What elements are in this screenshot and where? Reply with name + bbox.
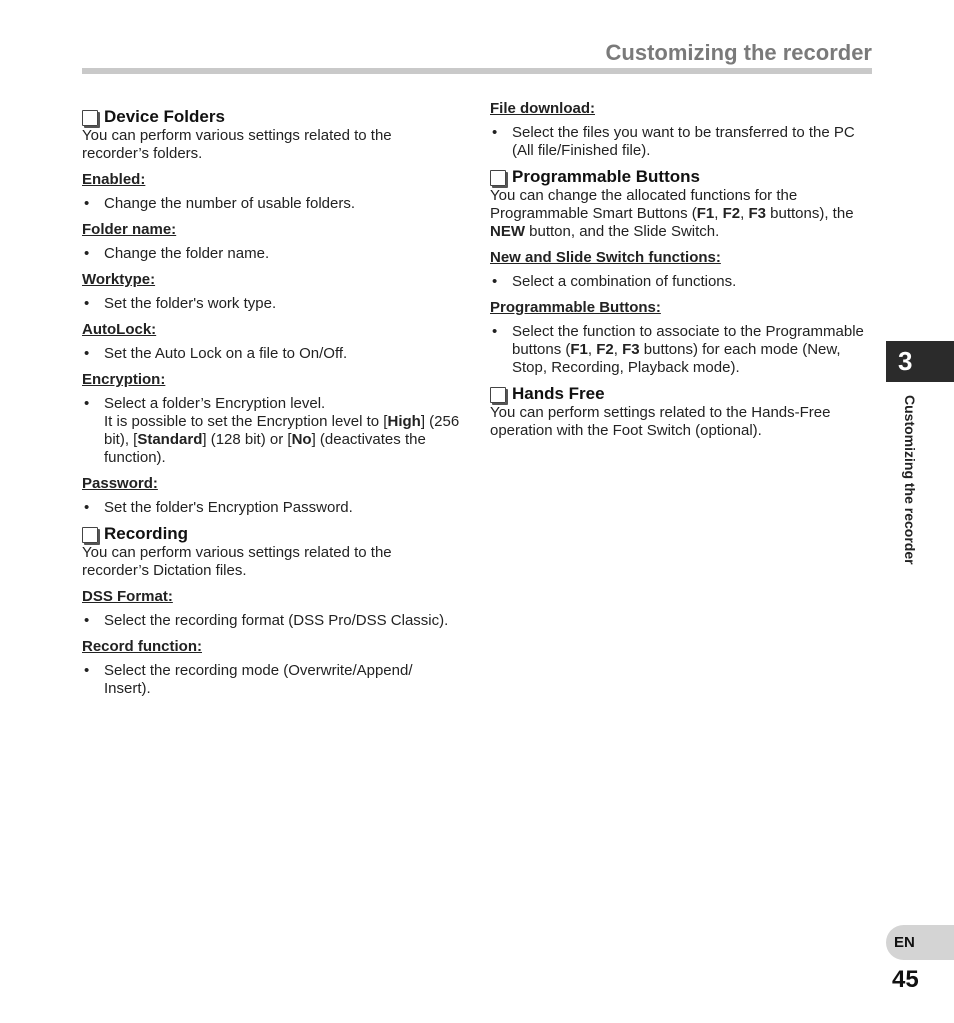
language-tab: EN: [886, 925, 954, 960]
hands-free-heading: [490, 385, 872, 403]
desc-text: button, and the Slide Switch.: [525, 223, 720, 240]
list-item: [490, 273, 872, 291]
list-item-text: Change the number of usable folders.: [104, 195, 355, 212]
page-number: 45: [892, 966, 919, 993]
list-item-text: [512, 323, 872, 377]
desc-text: ,: [714, 205, 723, 222]
section-square-icon: [82, 110, 98, 126]
list-item-text: Select the files you want to be transferred to the PC (All file/Finished file).: [512, 124, 855, 159]
header-divider: [82, 68, 872, 74]
encryption-text: It is possible to set the Encryption level to [: [104, 413, 388, 430]
section-title: Device Folders: [104, 107, 225, 126]
f3-label: F3: [622, 341, 640, 358]
list-item: [82, 245, 462, 263]
list-item: [82, 345, 462, 363]
list-item: [490, 124, 872, 160]
f1-label: F1: [570, 341, 588, 358]
item-label-folder-name: Folder name:: [82, 221, 177, 238]
bullet-text: buttons) for each mode (New, Stop, Recording, Playback mode).: [512, 341, 841, 376]
bullet-icon: •: [84, 612, 90, 629]
list-item: [82, 195, 462, 213]
item-label-password: Password:: [82, 475, 158, 492]
bullet-icon: •: [492, 124, 498, 141]
hands-free-section: [490, 385, 872, 440]
bullet-text: ,: [613, 341, 623, 358]
programmable-buttons-section: [490, 168, 872, 377]
bullet-icon: •: [492, 273, 498, 290]
new-label: NEW: [490, 223, 525, 240]
item-label-new-slide: New and Slide Switch functions:: [490, 249, 721, 266]
recording-section: [82, 525, 462, 698]
list-item: [82, 499, 462, 517]
item-label-encryption: Encryption:: [82, 371, 166, 388]
list-item-text: Change the folder name.: [104, 245, 270, 262]
list-item-text: Set the folder's Encryption Password.: [104, 499, 353, 516]
item-label-worktype: Worktype:: [82, 271, 156, 288]
device-folders-heading: [82, 108, 462, 126]
list-item-text: Select a combination of functions.: [512, 273, 737, 290]
bullet-icon: •: [84, 295, 90, 312]
item-label-autolock: AutoLock:: [82, 321, 157, 338]
section-title: Recording: [104, 524, 189, 543]
list-item-text: [104, 395, 462, 467]
encryption-no: No: [291, 431, 312, 448]
list-item-text: Select the recording format (DSS Pro/DSS Classic).: [104, 612, 449, 629]
f3-label: F3: [748, 205, 766, 222]
desc-text: You can change the allocated functions for the Programmable Smart Buttons (: [490, 187, 798, 222]
section-square-icon: [490, 387, 506, 403]
encryption-high: High: [387, 413, 421, 430]
device-folders-section: [82, 108, 462, 517]
item-label-enabled: Enabled:: [82, 171, 146, 188]
recording-heading: [82, 525, 462, 543]
list-item: [490, 323, 872, 377]
section-description: You can perform various settings related to the recorder’s folders.: [82, 127, 392, 162]
desc-text: ,: [740, 205, 749, 222]
item-label-record-function: Record function:: [82, 638, 202, 655]
bullet-icon: •: [84, 395, 90, 412]
programmable-buttons-heading: [490, 168, 872, 186]
right-column: [490, 100, 872, 440]
section-description: You can perform settings related to the Hands-Free operation with the Foot Switch (optional).: [490, 404, 831, 439]
encryption-text: ] (128 bit) or [: [202, 431, 292, 448]
encryption-standard: Standard: [137, 431, 203, 448]
bullet-icon: •: [84, 662, 90, 679]
bullet-icon: •: [84, 345, 90, 362]
list-item-text: Set the folder's work type.: [104, 295, 277, 312]
list-item: [82, 662, 462, 698]
chapter-tab: 3: [886, 341, 954, 382]
section-title: Programmable Buttons: [512, 167, 700, 186]
item-label-file-download: File download:: [490, 100, 595, 117]
section-title: Hands Free: [512, 384, 605, 403]
list-item-text: Select the recording mode (Overwrite/Append/ Insert).: [104, 662, 413, 697]
encryption-text: ] (256 bit), [: [104, 413, 460, 448]
bullet-icon: •: [84, 195, 90, 212]
f2-label: F2: [722, 205, 741, 222]
left-column: [82, 100, 462, 706]
item-label-programmable-buttons: Programmable Buttons:: [490, 299, 661, 316]
bullet-text: ,: [587, 341, 597, 358]
bullet-icon: •: [492, 323, 498, 340]
bullet-icon: •: [84, 245, 90, 262]
f2-label: F2: [596, 341, 614, 358]
section-description: [490, 187, 872, 241]
section-square-icon: [490, 170, 506, 186]
section-square-icon: [82, 527, 98, 543]
list-item: [82, 295, 462, 313]
f1-label: F1: [696, 205, 715, 222]
encryption-line1: Select a folder’s Encryption level.: [104, 395, 326, 412]
bullet-icon: •: [84, 499, 90, 516]
chapter-side-label: Customizing the recorder: [902, 395, 918, 565]
list-item-text: Set the Auto Lock on a file to On/Off.: [104, 345, 348, 362]
list-item: [82, 612, 462, 630]
encryption-text: ] (deactivates the function).: [104, 431, 426, 466]
section-description: You can perform various settings related to the recorder’s Dictation files.: [82, 544, 392, 579]
item-label-dss-format: DSS Format:: [82, 588, 173, 605]
page-header-title: Customizing the recorder: [605, 40, 872, 65]
desc-text: buttons), the: [765, 205, 854, 222]
bullet-text: Select the function to associate to the Programmable buttons (: [512, 323, 864, 358]
list-item: [82, 395, 462, 467]
